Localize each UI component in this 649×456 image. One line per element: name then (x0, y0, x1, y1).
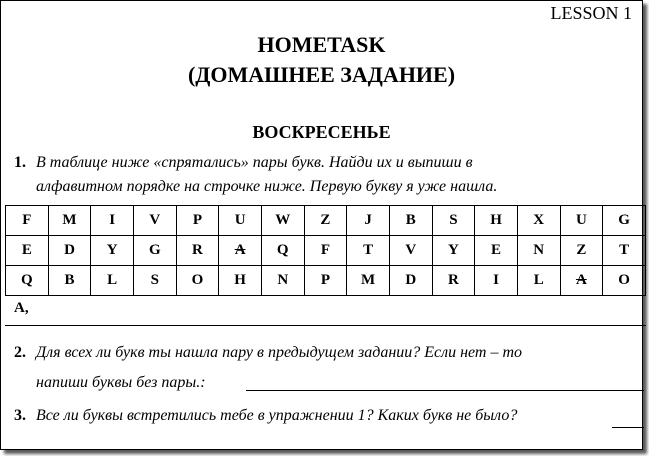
grid-cell[interactable]: L (517, 266, 560, 296)
lesson-label: LESSON 1 (550, 3, 632, 23)
grid-cell[interactable]: H (219, 266, 262, 296)
page-title: HOMETASK (257, 32, 386, 57)
grid-cell[interactable]: Y (432, 236, 475, 266)
task-number: 2. (14, 344, 26, 361)
grid-cell[interactable]: I (91, 206, 134, 236)
grid-cell[interactable]: E (475, 236, 518, 266)
task-text-line: Все ли буквы встретились тебе в упражнении 1? Каких букв не было? (36, 407, 518, 424)
grid-cell[interactable]: S (432, 206, 475, 236)
answer-start-text: A, (14, 300, 29, 316)
answer-line[interactable] (5, 295, 646, 326)
answer-blank[interactable] (246, 390, 644, 391)
grid-cell[interactable]: Q (6, 266, 49, 296)
page-subtitle: (ДОМАШНЕЕ ЗАДАНИЕ) (187, 62, 456, 87)
grid-cell[interactable]: R (176, 236, 219, 266)
task-number: 3. (14, 407, 26, 424)
grid-cell[interactable]: G (603, 206, 646, 236)
grid-row (6, 206, 646, 236)
grid-cell[interactable]: Z (304, 206, 347, 236)
task-text-line: Для всех ли букв ты нашла пару в предыдущем задании? Если нет – то (36, 344, 523, 361)
grid-cell[interactable]: I (475, 266, 518, 296)
grid-cell[interactable]: R (432, 266, 475, 296)
letter-grid (5, 205, 646, 296)
task-text-line: В таблице ниже «спрятались» пары букв. Найди их и выпиши в (36, 154, 473, 171)
grid-cell[interactable]: F (304, 236, 347, 266)
grid-cell[interactable]: Q (261, 236, 304, 266)
grid-cell[interactable]: D (48, 236, 91, 266)
grid-cell[interactable]: M (48, 206, 91, 236)
grid-cell[interactable]: N (517, 236, 560, 266)
grid-cell[interactable]: V (389, 236, 432, 266)
grid-cell[interactable]: W (261, 206, 304, 236)
grid-cell[interactable]: T (603, 236, 646, 266)
task-text-line: алфавитном порядке на строчке ниже. Первую букву я уже нашла. (36, 178, 498, 195)
grid-cell[interactable]: A (219, 236, 262, 266)
grid-cell[interactable]: T (347, 236, 390, 266)
grid-cell[interactable]: U (560, 206, 603, 236)
grid-cell[interactable]: S (133, 266, 176, 296)
grid-cell[interactable]: G (133, 236, 176, 266)
answer-blank[interactable] (612, 427, 644, 428)
grid-cell[interactable]: Z (560, 236, 603, 266)
grid-cell[interactable]: B (48, 266, 91, 296)
grid-cell[interactable]: E (6, 236, 49, 266)
grid-cell[interactable]: J (347, 206, 390, 236)
grid-cell[interactable]: L (91, 266, 134, 296)
grid-cell[interactable]: Y (91, 236, 134, 266)
grid-cell[interactable]: A (560, 266, 603, 296)
grid-row (6, 266, 646, 296)
grid-cell[interactable]: P (304, 266, 347, 296)
grid-cell[interactable]: D (389, 266, 432, 296)
day-heading: ВОСКРЕСЕНЬЕ (252, 122, 391, 142)
task-number: 1. (14, 154, 26, 171)
grid-cell[interactable]: V (133, 206, 176, 236)
grid-cell[interactable]: F (6, 206, 49, 236)
grid-cell[interactable]: X (517, 206, 560, 236)
grid-row (6, 236, 646, 266)
grid-cell[interactable]: P (176, 206, 219, 236)
grid-cell[interactable]: N (261, 266, 304, 296)
grid-cell[interactable]: O (603, 266, 646, 296)
grid-cell[interactable]: B (389, 206, 432, 236)
grid-cell[interactable]: M (347, 266, 390, 296)
grid-cell[interactable]: H (475, 206, 518, 236)
task-text-line: напиши буквы без пары.: (36, 374, 206, 391)
grid-cell[interactable]: U (219, 206, 262, 236)
grid-cell[interactable]: O (176, 266, 219, 296)
